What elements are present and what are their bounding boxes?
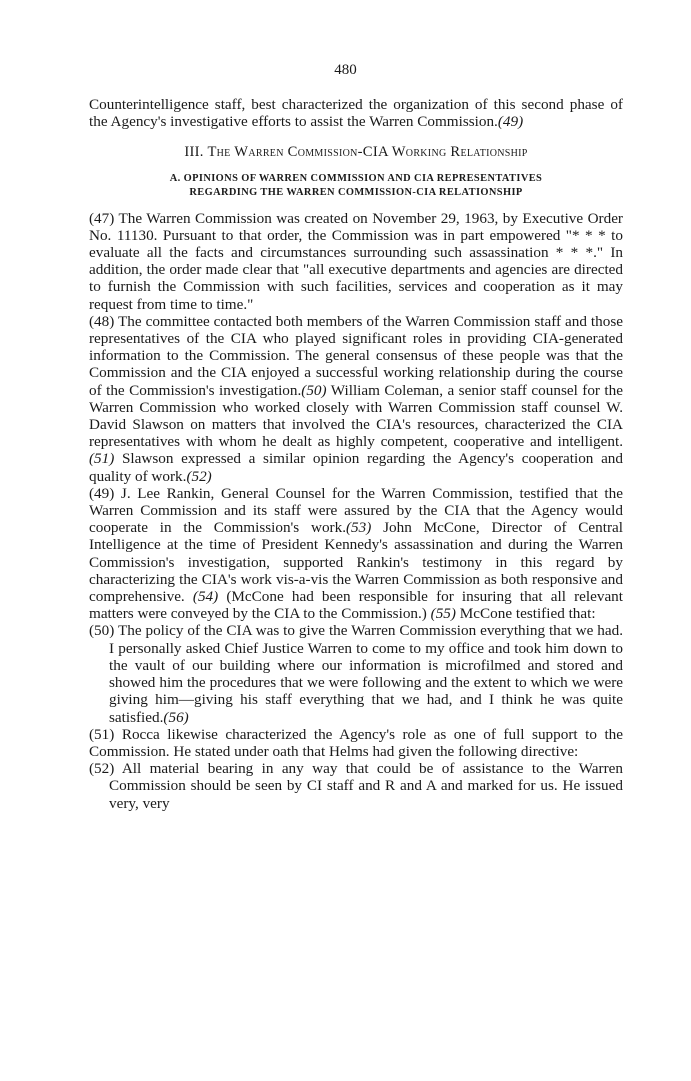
sub-heading-line: REGARDING THE WARREN COMMISSION-CIA RELATIONSHIP — [189, 186, 523, 198]
footnote-ref: (49) — [497, 113, 524, 131]
footnote-ref: (55) — [430, 605, 456, 623]
quote-52: (52) All material bearing in any way that could be of assistance to the Warren Commission should be seen by CI staff and R and A and marked for us. He issued very, very — [89, 760, 623, 812]
quote-50: (50) The policy of the CIA was to give the Warren Commission everything that we had. I personally asked Chief Justice Warren to come to my office and took him down to the vault of our building where our information is microfilmed and stored and showed him the procedures that we were following and the extent to which we were giving him—giving his staff everything that we had, and I think he was quite satisfied.(56) — [89, 622, 623, 726]
footnote-ref: (51) — [89, 450, 115, 468]
paragraph-49: (49) J. Lee Rankin, General Counsel for the Warren Commission, testified that the Warren Commission and its staff were assured by the CIA that the Agency would cooperate in the Commission's work.(53) John McCone, Director of Central Intelligence at the time of President Kennedy's assassination and during the Warren Commission's investigation, supported Rankin's testimony in this regard by characterizing the CIA's work vis-a-vis the Warren Commission as both responsive and comprehensive. (54) (McCone had been responsible for insuring that all relevant matters were conveyed by the CIA to the Commission.) (55) McCone testified that: — [89, 484, 623, 623]
footnote-ref: (53) — [346, 519, 372, 537]
sub-heading — [89, 172, 623, 200]
paragraph-47: (47) The Warren Commission was created on November 29, 1963, by Executive Order No. 11130. Pursuant to that order, the Commission was in part empowered "* * * to evaluate all the facts and circumstances surrounding such assassination * * *." In addition, the order made clear that "all executive departments and agencies are directed to furnish the Commission with such facilities, services and cooperation as it may request from time to time." — [89, 209, 623, 313]
paragraph-51: (51) Rocca likewise characterized the Agency's role as one of full support to the Commission. He stated under oath that Helms had given the following directive: — [89, 725, 623, 760]
footnote-ref: (54) — [192, 588, 219, 606]
section-heading: III. The Warren Commission-CIA Working Relationship — [184, 144, 528, 161]
footnote-ref: (52) — [186, 467, 212, 485]
footnote-ref: (50) — [301, 381, 327, 399]
document-body — [89, 96, 623, 812]
lead-paragraph: Counterintelligence staff, best characterized the organization of this second phase of the Agency's investigative efforts to assist the Warren Commission.(49) — [89, 96, 623, 131]
paragraph-48: (48) The committee contacted both members of the Warren Commission staff and those representatives of the CIA who played significant roles in providing CIA-generated information to the Commission. The general consensus of these people was that the Commission and the CIA enjoyed a successful working relationship during the course of the Commission's investigation.(50) William Coleman, a senior staff counsel for the Warren Commission who worked closely with Warren Commission staff counsel W. David Slawson on matters that involved the CIA's resources, characterized the CIA representatives with whom he dealt as highly competent, cooperative and intelligent.(51) Slawson expressed a similar opinion regarding the Agency's cooperation and quality of work.(52) — [89, 312, 623, 485]
footnote-ref: (56) — [163, 708, 189, 726]
page-number: 480 — [334, 62, 357, 78]
sub-heading-line: A. OPINIONS OF WARREN COMMISSION AND CIA REPRESENTATIVES — [169, 172, 543, 184]
